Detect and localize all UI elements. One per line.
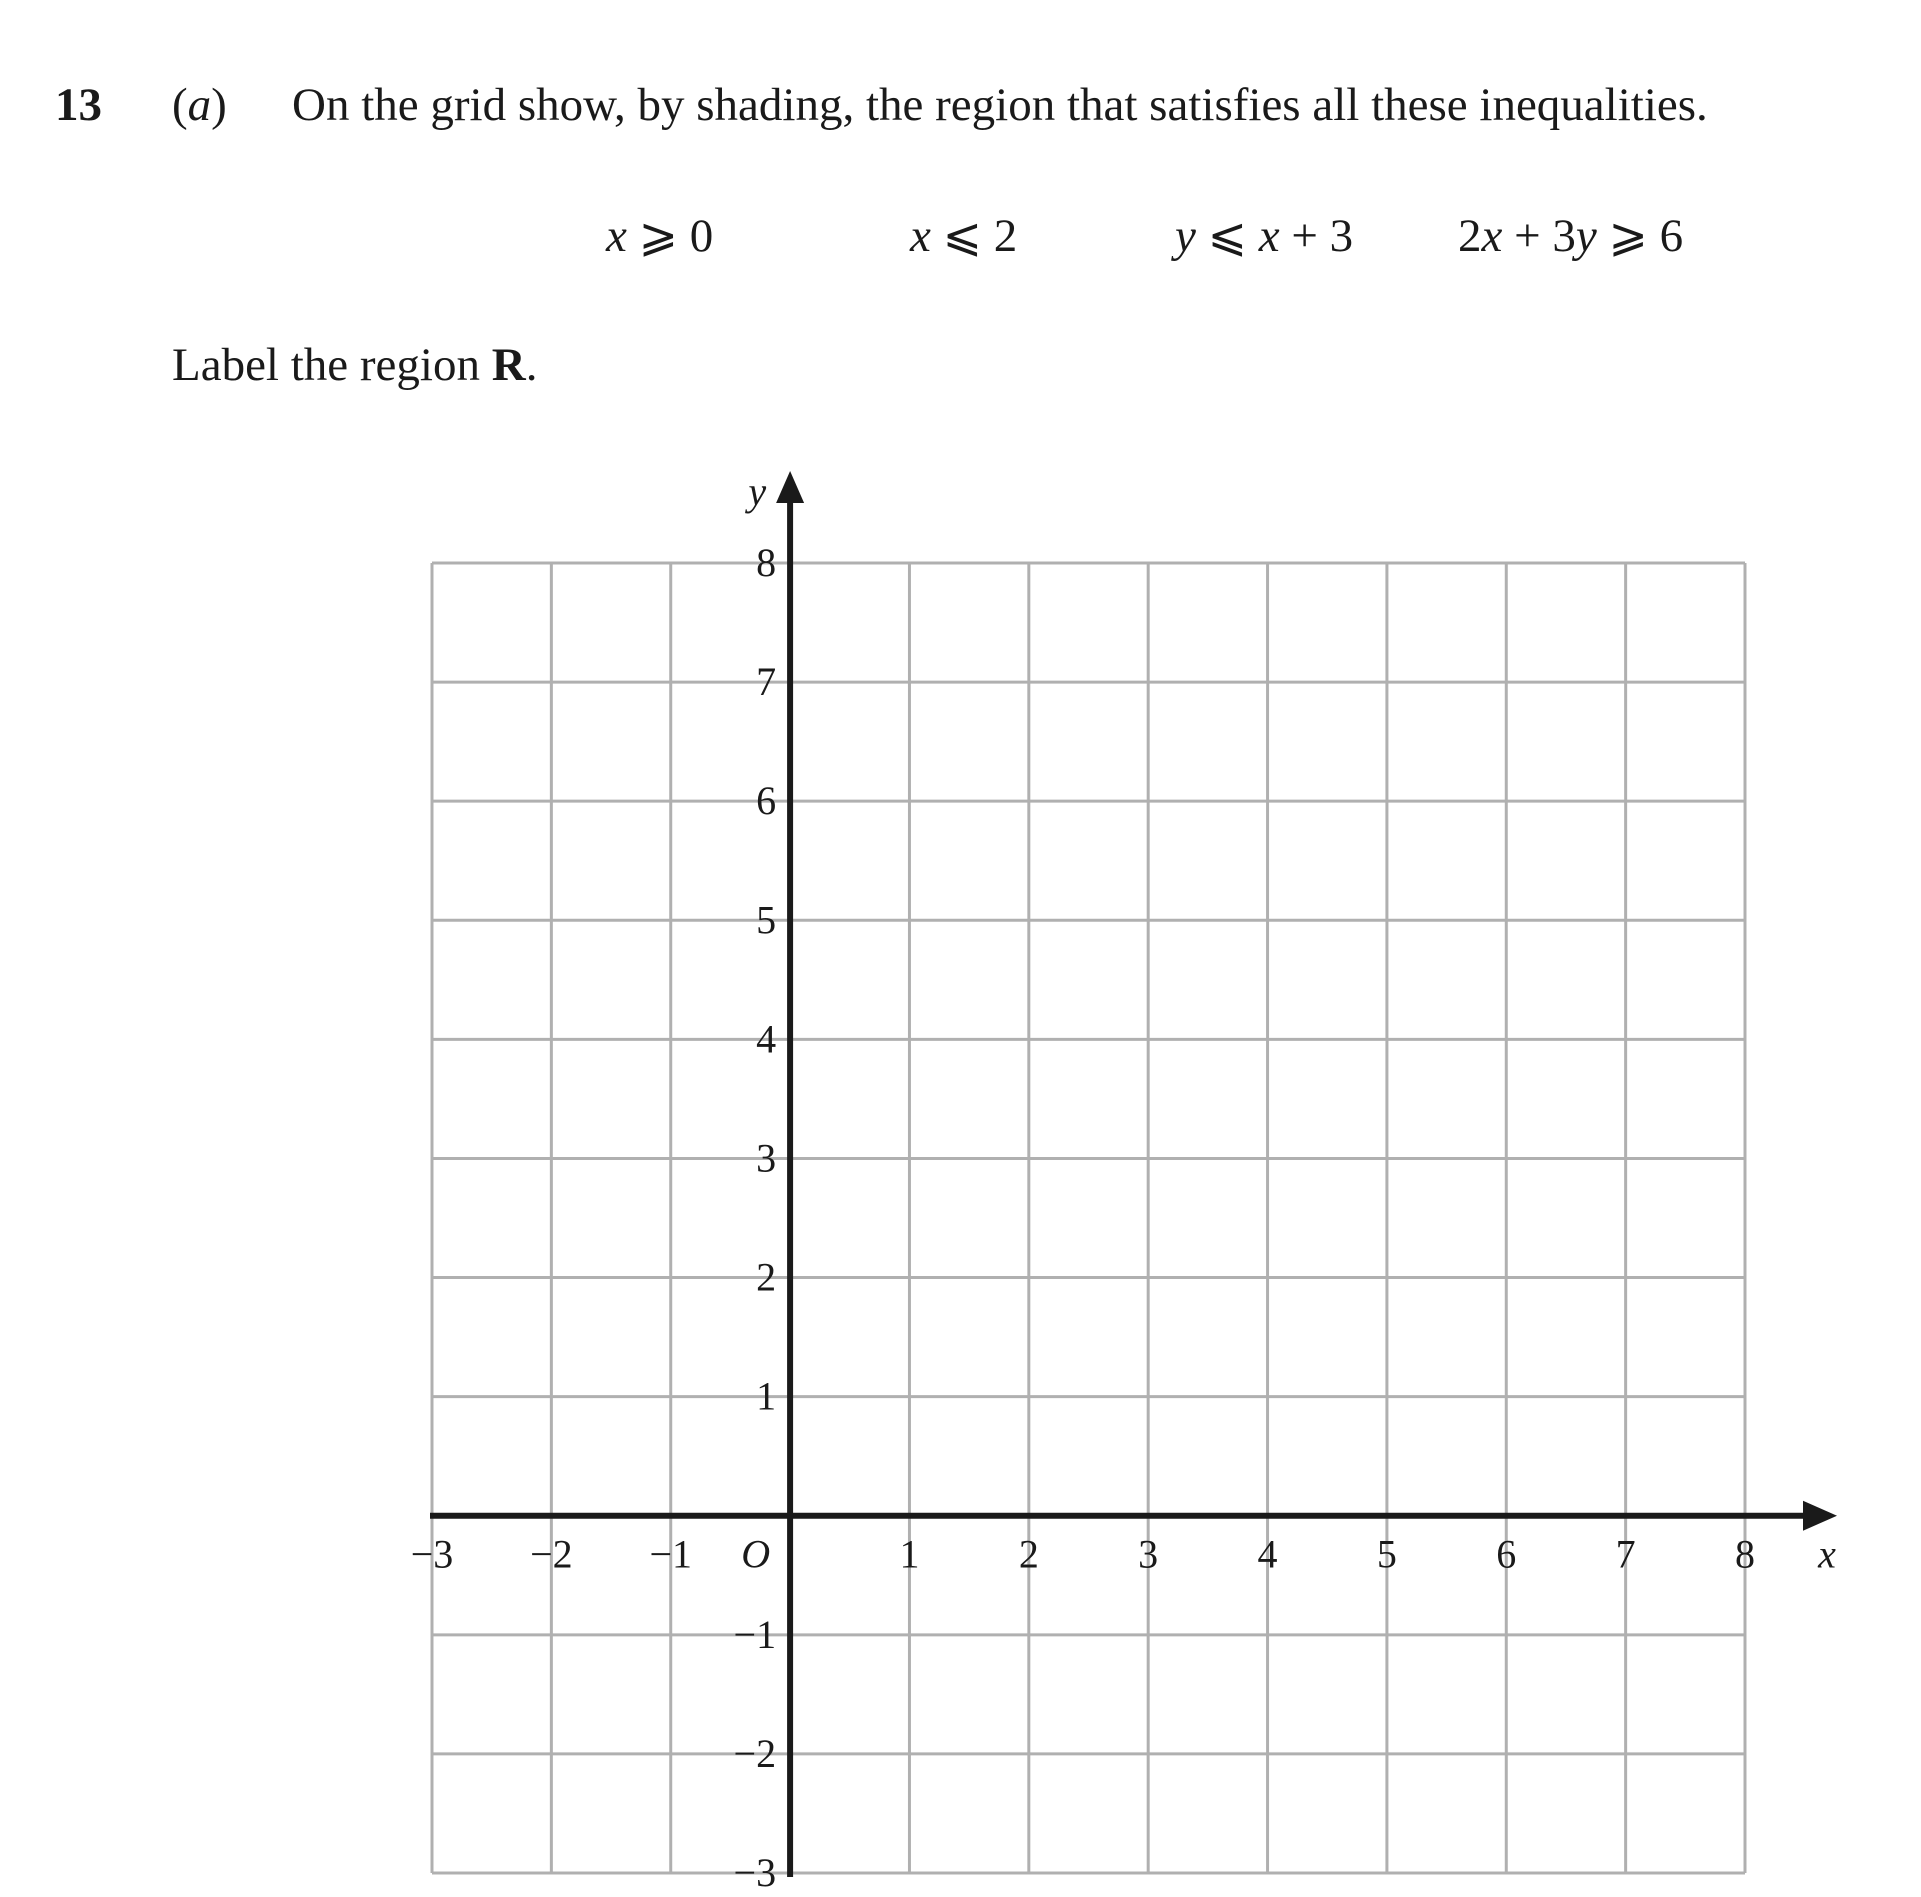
inequality-4-coef1: 2 [1458, 210, 1482, 262]
label-suffix: . [525, 339, 538, 391]
inequality-1-op: ⩾ [638, 210, 679, 262]
y-tick-label: −1 [733, 1611, 777, 1657]
y-tick-label: −2 [733, 1730, 777, 1776]
x-tick-label: 2 [1018, 1531, 1039, 1577]
inequality-4-rhs: 6 [1659, 210, 1684, 262]
x-tick-labels [411, 1532, 1755, 1577]
y-tick-labels [734, 540, 777, 1895]
question-instruction: On the grid show, by shading, the region that satisfies all these inequalities. [292, 79, 1708, 131]
y-axis-label: y [748, 469, 767, 514]
y-tick-label: 6 [756, 778, 777, 824]
origin-label: O [741, 1531, 771, 1577]
x-tick-label: −1 [649, 1531, 693, 1577]
part-letter: a [187, 79, 212, 131]
y-axis-arrow-icon [776, 471, 804, 503]
x-tick-label: 6 [1496, 1531, 1517, 1577]
inequality-2-lhs: x [910, 210, 931, 262]
inequality-1-rhs: 0 [689, 210, 714, 262]
y-tick-label: −3 [733, 1850, 777, 1895]
x-axis-label: x [1818, 1531, 1836, 1577]
x-tick-label: −3 [410, 1531, 454, 1577]
y-tick-label: 8 [756, 540, 777, 585]
y-tick-label: 2 [756, 1254, 777, 1300]
inequality-3-rhs-var: x [1258, 210, 1280, 262]
y-tick-label: 1 [756, 1373, 777, 1419]
question-number: 13 [55, 79, 102, 131]
x-tick-label: 5 [1376, 1531, 1397, 1577]
x-axis-arrow-icon [1803, 1501, 1837, 1531]
grid-lines [432, 563, 1745, 1873]
part-open: ( [172, 79, 188, 131]
x-tick-label: 1 [899, 1531, 920, 1577]
y-tick-label: 4 [756, 1016, 777, 1062]
inequality-4-var1: x [1481, 210, 1503, 262]
inequality-2-op: ⩽ [942, 210, 983, 262]
y-tick-label: 3 [756, 1135, 777, 1181]
x-tick-label: −2 [530, 1531, 573, 1577]
y-tick-label: 7 [756, 659, 777, 705]
inequality-4-op: ⩾ [1608, 210, 1648, 262]
label-prefix: Label the region [172, 339, 492, 391]
inequality-3-lhs: y [1175, 210, 1196, 262]
region-label-letter: R [491, 339, 526, 391]
inequality-3-rhs: + 3 [1291, 210, 1354, 262]
part-close: ) [211, 79, 227, 131]
y-tick-label: 5 [756, 897, 777, 943]
x-tick-label: 4 [1257, 1531, 1278, 1577]
inequality-3-op: ⩽ [1207, 210, 1248, 262]
inequality-4-var2: y [1575, 210, 1597, 262]
inequality-2-rhs: 2 [993, 210, 1018, 262]
inequality-1-lhs: x [606, 210, 627, 262]
x-tick-label: 8 [1735, 1531, 1755, 1577]
inequality-4-mid: + 3 [1502, 210, 1576, 262]
x-tick-label: 3 [1138, 1531, 1159, 1577]
x-tick-label: 7 [1615, 1531, 1636, 1577]
